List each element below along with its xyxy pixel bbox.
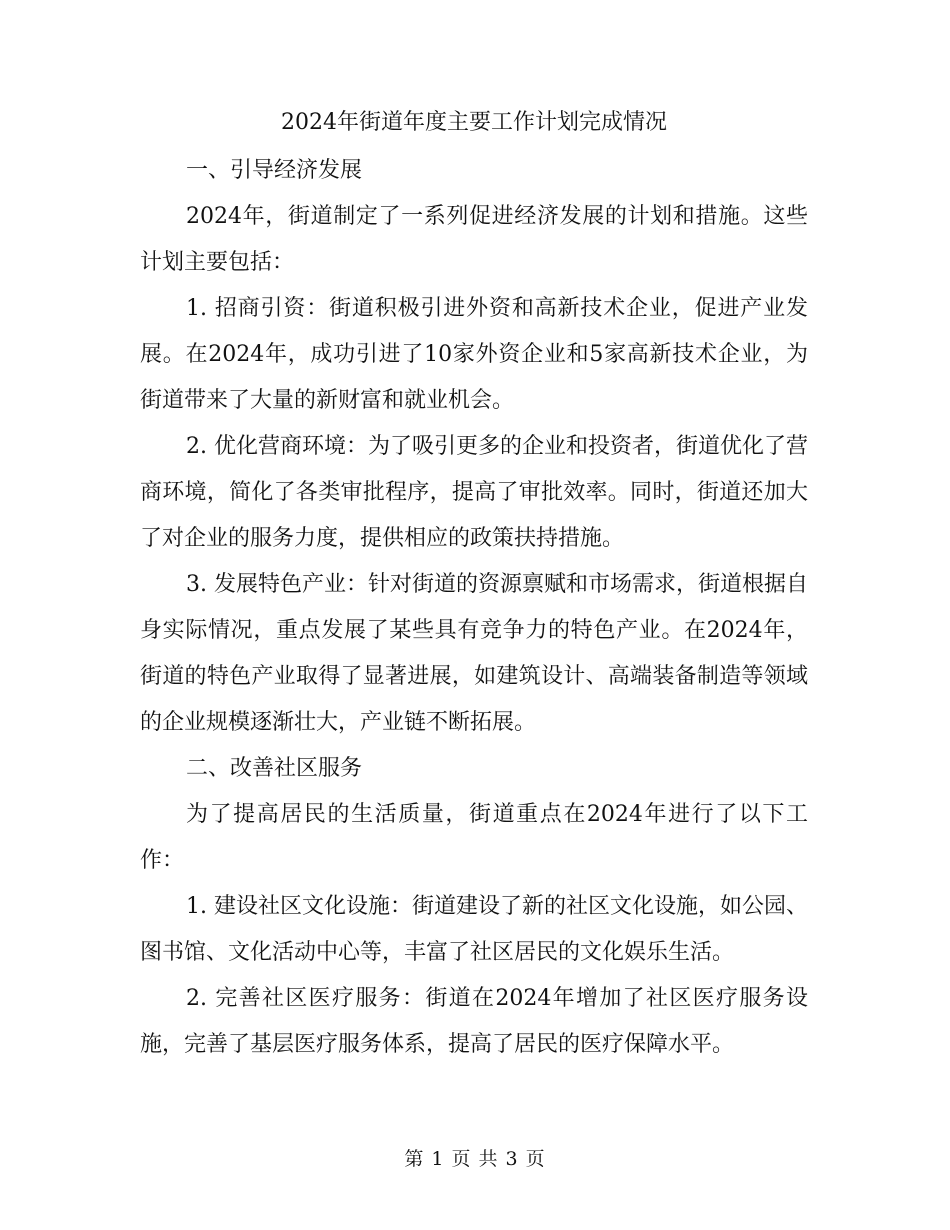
paragraph-investment: 1. 招商引资：街道积极引进外资和高新技术企业，促进产业发展。在2024年，成功引进了10家外资企业和5家高新技术企业，为街道带来了大量的新财富和就业机会。 [140,296,808,413]
section-heading-community: 二、改善社区服务 [186,756,363,781]
paragraph-intro-community: 为了提高居民的生活质量，街道重点在2024年进行了以下工作： [140,802,808,873]
document-title: 2024年街道年度主要工作计划完成情况 [281,110,667,135]
paragraph-featured-industry: 3. 发展特色产业：针对街道的资源禀赋和市场需求，街道根据自身实际情况，重点发展了某些具有竞争力的特色产业。在2024年，街道的特色产业取得了显著进展，如建筑设计、高端装备制造等领域的企业规模逐渐壮大，产业链不断拓展。 [140,572,808,735]
paragraph-intro-economy: 2024年，街道制定了一系列促进经济发展的计划和措施。这些计划主要包括： [140,204,808,275]
paragraph-medical-services: 2. 完善社区医疗服务：街道在2024年增加了社区医疗服务设施，完善了基层医疗服务体系，提高了居民的医疗保障水平。 [140,986,808,1057]
paragraph-business-environment: 2. 优化营商环境：为了吸引更多的企业和投资者，街道优化了营商环境，简化了各类审批程序，提高了审批效率。同时，街道还加大了对企业的服务力度，提供相应的政策扶持措施。 [140,434,808,551]
paragraph-culture-facilities: 1. 建设社区文化设施：街道建设了新的社区文化设施，如公园、图书馆、文化活动中心等，丰富了社区居民的文化娱乐生活。 [140,894,808,965]
section-heading-economy: 一、引导经济发展 [186,158,363,183]
document-body [140,100,808,1068]
page-number-footer: 第 1 页 共 3 页 [404,1148,546,1170]
